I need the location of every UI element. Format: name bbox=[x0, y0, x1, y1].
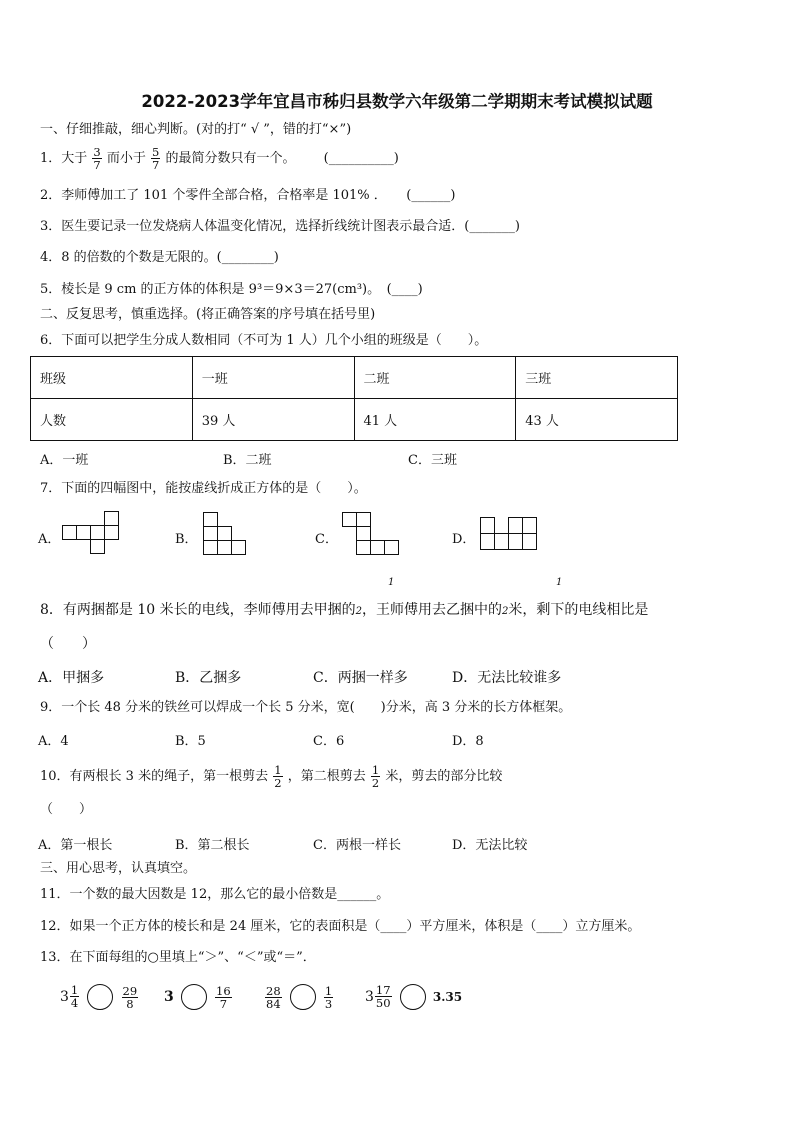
q13-g2-right-fraction: $\frac{16}{7}$ bbox=[216, 983, 231, 1011]
q13-g4-mixed-number: 3 $\frac{17}{50}$ bbox=[365, 983, 391, 1010]
q6-option-b[interactable]: B．二班 bbox=[223, 453, 272, 468]
question-9: 9．一个长 48 分米的铁丝可以焊成一个长 5 分米，宽( )分米，高 3 分米的长方体框架。 bbox=[40, 700, 572, 715]
question-11: 11．一个数的最大因数是 12，那么它的最小倍数是______。 bbox=[40, 887, 390, 902]
q1-text-c: 的最简分数只有一个。 bbox=[165, 151, 296, 166]
table-cell: 一班 bbox=[192, 357, 354, 399]
table-row bbox=[31, 399, 678, 441]
cube-net-d bbox=[479, 515, 549, 555]
q13-group-4 bbox=[365, 984, 462, 1010]
question-4: 4．8 的倍数的个数是无限的。(________) bbox=[40, 250, 279, 265]
table-cell: 43 人 bbox=[516, 399, 678, 441]
q1-fraction-2: $\frac{5}{7}$ bbox=[152, 145, 160, 172]
q13-g1-mixed-number: 3 $\frac{1}{4}$ bbox=[60, 983, 79, 1010]
q13-g4-compare-circle[interactable] bbox=[400, 984, 426, 1010]
section-2-heading: 二、反复思考，慎重选择。(将正确答案的序号填在括号里) bbox=[40, 307, 376, 322]
q13-g3-right-fraction: $\frac{1}{3}$ bbox=[324, 983, 333, 1011]
q8-fraction-1 bbox=[388, 578, 394, 588]
q13-group-3 bbox=[264, 984, 334, 1010]
q10-text-a: 10．有两根长 3 米的绳子，第一根剪去 bbox=[40, 769, 269, 784]
q10-option-a[interactable]: A．第一根长 bbox=[38, 838, 113, 853]
q8-fraction-1-numerator: 1 bbox=[388, 577, 395, 588]
q13-group-2 bbox=[164, 984, 233, 1010]
q13-g1-right-fraction: $\frac{29}{8}$ bbox=[122, 983, 138, 1011]
q7-label-d[interactable]: D． bbox=[452, 532, 476, 547]
q10-answer-paren[interactable]: （ ） bbox=[40, 802, 93, 817]
q13-g4-right-value: 3.35 bbox=[432, 990, 463, 1004]
question-13: 13．在下面每组的○里填上“＞”、“＜”或“＝”． bbox=[40, 950, 316, 965]
table-cell: 三班 bbox=[516, 357, 678, 399]
q8-option-d[interactable]: D．无法比较谁多 bbox=[452, 670, 562, 686]
question-3: 3．医生要记录一位发烧病人体温变化情况，选择折线统计图表示最合适．(_______) bbox=[40, 219, 520, 234]
q8-answer-paren[interactable]: （ ） bbox=[40, 636, 96, 652]
q8-option-b[interactable]: B．乙捆多 bbox=[175, 670, 242, 686]
q8-option-c[interactable]: C．两捆一样多 bbox=[313, 670, 408, 686]
q8-text-b: ，王师傅用去乙捆中的 bbox=[362, 602, 502, 618]
q1-fraction-1: $\frac{3}{7}$ bbox=[93, 145, 101, 172]
q8-option-a[interactable]: A．甲捆多 bbox=[38, 670, 105, 686]
table-row bbox=[31, 357, 678, 399]
q7-label-c[interactable]: C． bbox=[315, 532, 338, 547]
q1-text-b: 而小于 bbox=[106, 151, 146, 166]
q9-option-b[interactable]: B．5 bbox=[175, 734, 206, 749]
q8-fraction-2-numerator: 1 bbox=[556, 577, 563, 588]
q8-text-c: 米，剩下的电线相比是 bbox=[508, 602, 649, 618]
q10-option-c[interactable]: C．两根一样长 bbox=[313, 838, 401, 853]
q13-group-1 bbox=[60, 984, 139, 1010]
q1-answer-blank[interactable]: (__________) bbox=[323, 151, 399, 166]
q9-option-a[interactable]: A．4 bbox=[38, 734, 69, 749]
question-2: 2．李师傅加工了 101 个零件全部合格，合格率是 101% ． (______) bbox=[40, 188, 456, 203]
q10-text-c: 米，剪去的部分比较 bbox=[385, 769, 503, 784]
q10-text-b: ，第二根剪去 bbox=[287, 769, 366, 784]
section-1-heading: 一、仔细推敲，细心判断。(对的打“ √ ”，错的打“×”) bbox=[40, 122, 352, 137]
q10-fraction-1: $\frac{1}{2}$ bbox=[274, 763, 282, 790]
class-table bbox=[30, 356, 678, 441]
q10-fraction-2: $\frac{1}{2}$ bbox=[371, 763, 380, 790]
q9-option-c[interactable]: C．6 bbox=[313, 734, 345, 749]
q13-g2-left: 3 bbox=[164, 989, 174, 1005]
q13-g2-compare-circle[interactable] bbox=[181, 984, 207, 1010]
q6-option-a[interactable]: A．一班 bbox=[40, 453, 89, 468]
q13-g1-compare-circle[interactable] bbox=[87, 984, 113, 1010]
section-3-heading: 三、用心思考，认真填空。 bbox=[40, 861, 197, 876]
table-cell: 41 人 bbox=[354, 399, 516, 441]
table-cell: 二班 bbox=[354, 357, 516, 399]
q9-option-d[interactable]: D．8 bbox=[452, 734, 484, 749]
q8-fraction-1-denominator: 2 bbox=[355, 606, 362, 617]
table-cell: 人数 bbox=[31, 399, 193, 441]
cube-net-b bbox=[201, 510, 251, 560]
q8-text-a: 8．有两捆都是 10 米长的电线，李师傅用去甲捆的 bbox=[40, 602, 356, 618]
question-7: 7．下面的四幅图中，能按虚线折成正方体的是（ ）。 bbox=[40, 481, 367, 496]
cube-net-c bbox=[340, 510, 400, 560]
q13-g3-compare-circle[interactable] bbox=[290, 984, 316, 1010]
q10-option-d[interactable]: D．无法比较 bbox=[452, 838, 528, 853]
q1-text-a: 1．大于 bbox=[40, 151, 88, 166]
table-cell: 班级 bbox=[31, 357, 193, 399]
q7-label-a[interactable]: A． bbox=[38, 532, 61, 547]
q13-g3-left-fraction: $\frac{28}{84}$ bbox=[266, 983, 281, 1011]
question-8 bbox=[40, 601, 648, 621]
cube-net-a bbox=[62, 509, 122, 559]
table-cell: 39 人 bbox=[192, 399, 354, 441]
page-title: 2022-2023学年宜昌市秭归县数学六年级第二学期期末考试模拟试题 bbox=[141, 92, 653, 111]
q8-fraction-2 bbox=[556, 578, 562, 588]
question-1 bbox=[40, 146, 399, 171]
q7-label-b[interactable]: B． bbox=[175, 532, 198, 547]
question-5: 5．棱长是 9 cm 的正方体的体积是 9³＝9×3＝27(cm³)。 (____) bbox=[40, 282, 423, 297]
q10-option-b[interactable]: B．第二根长 bbox=[175, 838, 250, 853]
question-12: 12．如果一个正方体的棱长和是 24 厘米，它的表面积是（____）平方厘米，体积是（____）立方厘米。 bbox=[40, 919, 641, 934]
question-6: 6．下面可以把学生分成人数相同（不可为 1 人）几个小组的班级是（ ）。 bbox=[40, 333, 488, 348]
question-10 bbox=[40, 764, 502, 789]
q8-fraction-2-denominator: 2 bbox=[502, 606, 509, 617]
q6-option-c[interactable]: C．三班 bbox=[408, 453, 457, 468]
